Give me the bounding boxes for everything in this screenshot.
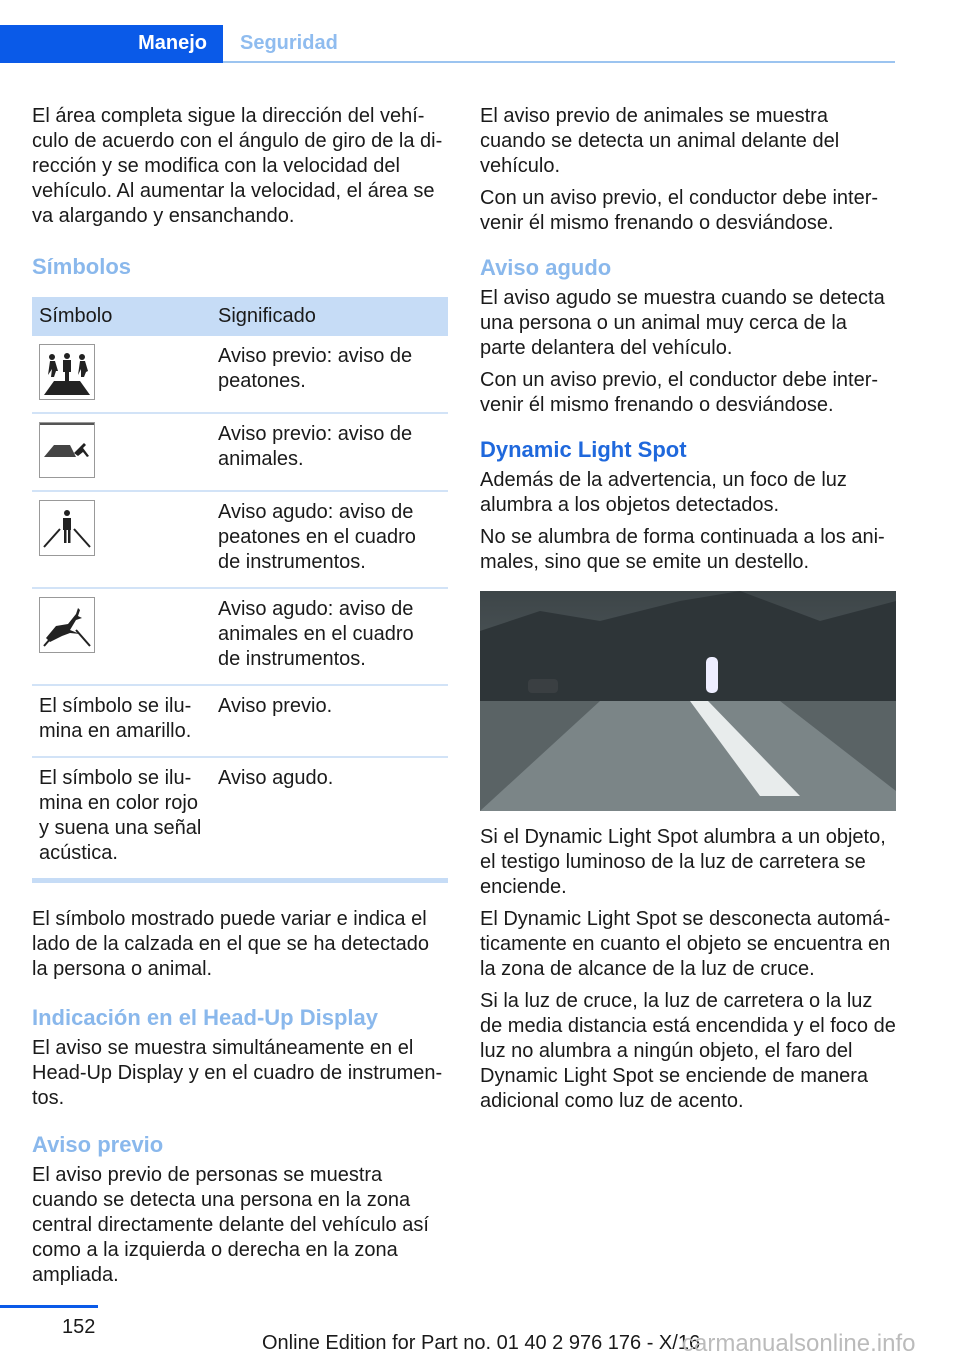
tab-seguridad[interactable]: Seguridad xyxy=(240,32,338,54)
meaning-cell: Aviso previo: aviso de animales. xyxy=(211,413,448,491)
section-tabs xyxy=(0,25,895,63)
paragraph: No se alumbra de forma continuada a los animales, sino que se emite un destello. xyxy=(480,526,885,573)
after-table-text: El símbolo mostrado puede variar e indica el lado de la calzada en el que se ha detectado la persona o animal. xyxy=(32,908,429,980)
table-row xyxy=(32,588,448,685)
paragraph: Además de la advertencia, un foco de luz alumbra a los objetos detectados. xyxy=(480,469,847,516)
paragraph: Con un aviso previo, el conductor debe intervenir él mismo frenando o desviándose. xyxy=(480,187,879,234)
dls-heading: Dynamic Light Spot xyxy=(480,437,687,462)
watermark: carmanualsonline.info xyxy=(682,1330,916,1357)
table-row xyxy=(32,413,448,491)
animal-warning-icon xyxy=(39,422,95,478)
symbol-cell: El símbolo se ilumina en amarillo. xyxy=(32,685,211,757)
left-column xyxy=(32,104,448,1295)
table-header-symbol: Símbolo xyxy=(32,297,211,336)
meaning-cell: Aviso agudo. xyxy=(211,757,448,881)
right-column xyxy=(480,104,896,1121)
symbols-heading: Símbolos xyxy=(32,254,132,279)
paragraph: Si la luz de cruce, la luz de carretera o la luz de media distancia está encendida y el foco de luz no alumbra a ningún objeto, el faro del Dynamic Light Spot se enciende de manera adicional como luz de acento. xyxy=(480,990,896,1112)
hud-heading: Indicación en el Head-Up Display xyxy=(32,1005,378,1030)
dynamic-light-spot-illustration xyxy=(480,591,896,811)
table-row xyxy=(32,685,448,757)
meaning-cell: Aviso agudo: aviso de animales en el cuadro de instrumentos. xyxy=(211,588,448,685)
footer-divider xyxy=(0,1305,98,1308)
paragraph: El aviso agudo se muestra cuando se detecta una persona o un animal muy cerca de la parte delantera del vehículo. xyxy=(480,287,885,359)
previo-heading: Aviso previo xyxy=(32,1132,164,1157)
table-row xyxy=(32,336,448,413)
pedestrian-acute-icon xyxy=(39,500,95,556)
intro-text: El área completa sigue la dirección del vehículo de acuerdo con el ángulo de giro de la dirección y se modifica con la velocidad del vehículo. Al aumentar la velocidad, el área se va alargando y ensanchando. xyxy=(32,105,443,227)
tab-manejo[interactable]: Manejo xyxy=(0,25,223,63)
animal-acute-icon xyxy=(39,597,95,653)
edition-text: Online Edition for Part no. 01 40 2 976 176 - X/16 xyxy=(262,1332,701,1354)
page-number: 152 xyxy=(62,1316,96,1338)
paragraph: Con un aviso previo, el conductor debe intervenir él mismo frenando o desviándose. xyxy=(480,369,879,416)
paragraph: El aviso previo de animales se muestra cuando se detecta un animal delante del vehículo. xyxy=(480,105,840,177)
hud-text: El aviso se muestra simultáneamente en el Head-Up Display y en el cuadro de instrumentos. xyxy=(32,1037,443,1109)
meaning-cell: Aviso previo. xyxy=(211,685,448,757)
symbol-cell: El símbolo se ilumina en color rojo y suena una señal acústica. xyxy=(32,757,211,881)
table-row xyxy=(32,757,448,881)
meaning-cell: Aviso previo: aviso de peatones. xyxy=(211,336,448,413)
paragraph: Si el Dynamic Light Spot alumbra a un objeto, el testigo luminoso de la luz de carretera se enciende. xyxy=(480,826,886,898)
agudo-heading: Aviso agudo xyxy=(480,255,612,280)
table-header-meaning: Significado xyxy=(211,297,448,336)
meaning-cell: Aviso agudo: aviso de peatones en el cuadro de instrumentos. xyxy=(211,491,448,588)
symbols-table xyxy=(32,297,448,883)
paragraph: El Dynamic Light Spot se desconecta automáticamente en cuanto el objeto se encuentra en la zona de alcance de la luz de cruce. xyxy=(480,908,891,980)
pedestrian-warning-icon xyxy=(39,344,95,400)
previo-text: El aviso previo de personas se muestra cuando se detecta una persona en la zona central directamente delante del vehículo así como a la izquierda o derecha en la zona ampliada. xyxy=(32,1164,429,1286)
table-row xyxy=(32,491,448,588)
